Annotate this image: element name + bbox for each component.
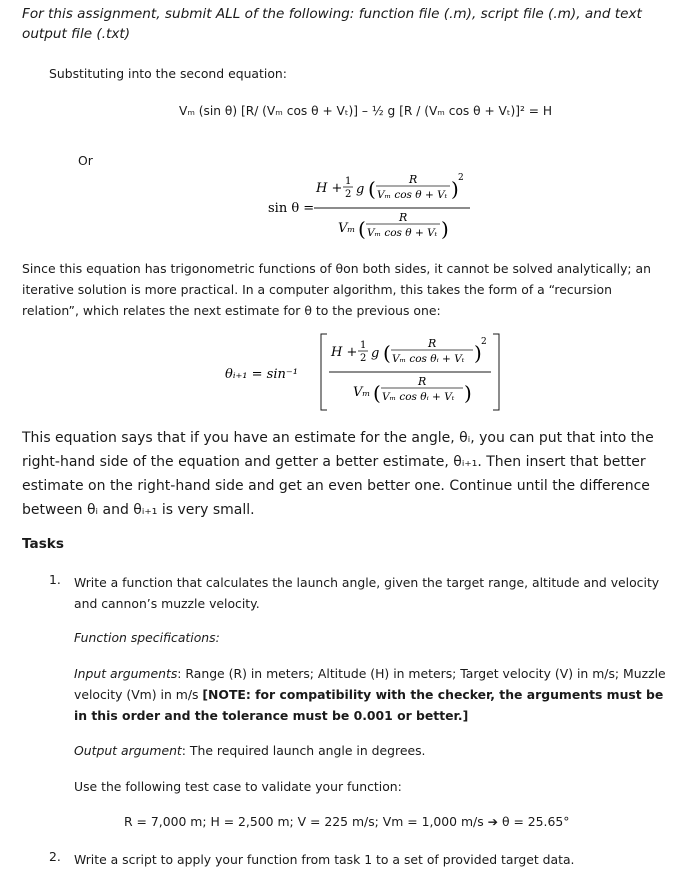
formula-sin-label: sin θ = xyxy=(268,201,315,216)
assignment-header: For this assignment, submit ALL of the following: function file (.m), script file (.m), and text output file (.txt) xyxy=(22,6,642,42)
formula-h-plus-2: H + xyxy=(331,345,358,360)
formula-square-2: 2 xyxy=(481,337,487,347)
svg-text:): ) xyxy=(441,217,449,241)
task-1-number: 1. xyxy=(49,572,61,587)
paragraph-2: This equation says that if you have an estimate for the angle, θᵢ, you can put that into the right-hand side of the equation and getter a better estimate, θᵢ₊₁. Then insert that better estimate on the right-hand side and get an even better one. Continue until the difference between θᵢ and θᵢ₊₁ is very small. xyxy=(22,430,654,518)
test-case: R = 7,000 m; H = 2,500 m; V = 225 m/s; Vm = 1,000 m/s ➔ θ = 25.65° xyxy=(124,814,570,829)
formula-sin-theta xyxy=(260,172,500,252)
formula-den-top: Vₘ cos θ + Vₜ xyxy=(377,189,448,201)
formula-half-num: 1 xyxy=(345,176,352,187)
equation-1: Vₘ (sin θ) [R/ (Vₘ cos θ + Vₜ)] – ½ g [R / (Vₘ cos θ + Vₜ)]² = H xyxy=(179,104,553,118)
checker-note: [NOTE: for compatibility with the checker, the arguments must be in this order and the tolerance must be 0.001 or better.] xyxy=(74,687,664,723)
formula-r-top-2: R xyxy=(428,337,437,350)
task-1-text: Write a function that calculates the launch angle, given the target range, altitude and velocity and cannon’s muzzle velocity. xyxy=(74,575,660,611)
svg-text:): ) xyxy=(474,341,482,365)
svg-text:(: ( xyxy=(373,381,381,405)
formula-theta-next: θᵢ₊₁ = sin⁻¹ xyxy=(225,367,298,382)
formula-half-num-2: 1 xyxy=(360,340,367,351)
svg-text:): ) xyxy=(464,381,472,405)
tasks-heading: Tasks xyxy=(22,536,64,552)
task-2-text: Write a script to apply your function from task 1 to a set of provided target data. xyxy=(74,852,575,867)
formula-half-den: 2 xyxy=(345,189,352,200)
function-spec-heading: Function specifications: xyxy=(74,630,220,645)
formula-den-bottom: Vₘ cos θ + Vₜ xyxy=(367,227,438,239)
svg-text:(: ( xyxy=(368,177,376,201)
formula-recursion xyxy=(215,328,515,414)
test-case-intro: Use the following test case to validate your function: xyxy=(74,779,402,794)
formula-r-bottom: R xyxy=(399,211,408,224)
formula-r-top: R xyxy=(409,173,418,186)
svg-text:): ) xyxy=(451,177,459,201)
output-argument-text: : The required launch angle in degrees. xyxy=(181,743,426,758)
formula-r-bottom-2: R xyxy=(418,375,427,388)
formula-h-plus: H + xyxy=(316,181,343,196)
formula-g: g xyxy=(356,182,365,197)
or-label: Or xyxy=(78,153,93,168)
formula-vm: Vₘ xyxy=(338,221,356,236)
input-arguments xyxy=(74,663,674,726)
formula-den-top-2: Vₘ cos θᵢ + Vₜ xyxy=(392,353,465,365)
substituting-label: Substituting into the second equation: xyxy=(49,66,287,81)
svg-text:(: ( xyxy=(383,341,391,365)
paragraph-1: Since this equation has trigonometric functions of θon both sides, it cannot be solved analytically; an iterative solution is more practical. In a computer algorithm, this takes the form of a “recursion relation”, which relates the next estimate for θ to the previous one: xyxy=(22,261,651,318)
formula-square: 2 xyxy=(458,173,464,183)
output-argument xyxy=(74,740,674,761)
formula-half-den-2: 2 xyxy=(360,353,367,364)
input-arguments-label: Input arguments xyxy=(74,666,178,681)
formula-den-bottom-2: Vₘ cos θᵢ + Vₜ xyxy=(382,391,455,403)
task-2-number: 2. xyxy=(49,849,61,864)
output-argument-label: Output argument xyxy=(74,743,182,758)
input-arguments-text: : Range (R) in meters; Altitude (H) in meters; Target velocity (V) in m/s; Muzzle velocity (Vm) in m/s xyxy=(74,666,666,702)
svg-text:(: ( xyxy=(358,217,366,241)
formula-g-2: g xyxy=(371,346,380,361)
formula-vm-2: Vₘ xyxy=(353,385,371,400)
